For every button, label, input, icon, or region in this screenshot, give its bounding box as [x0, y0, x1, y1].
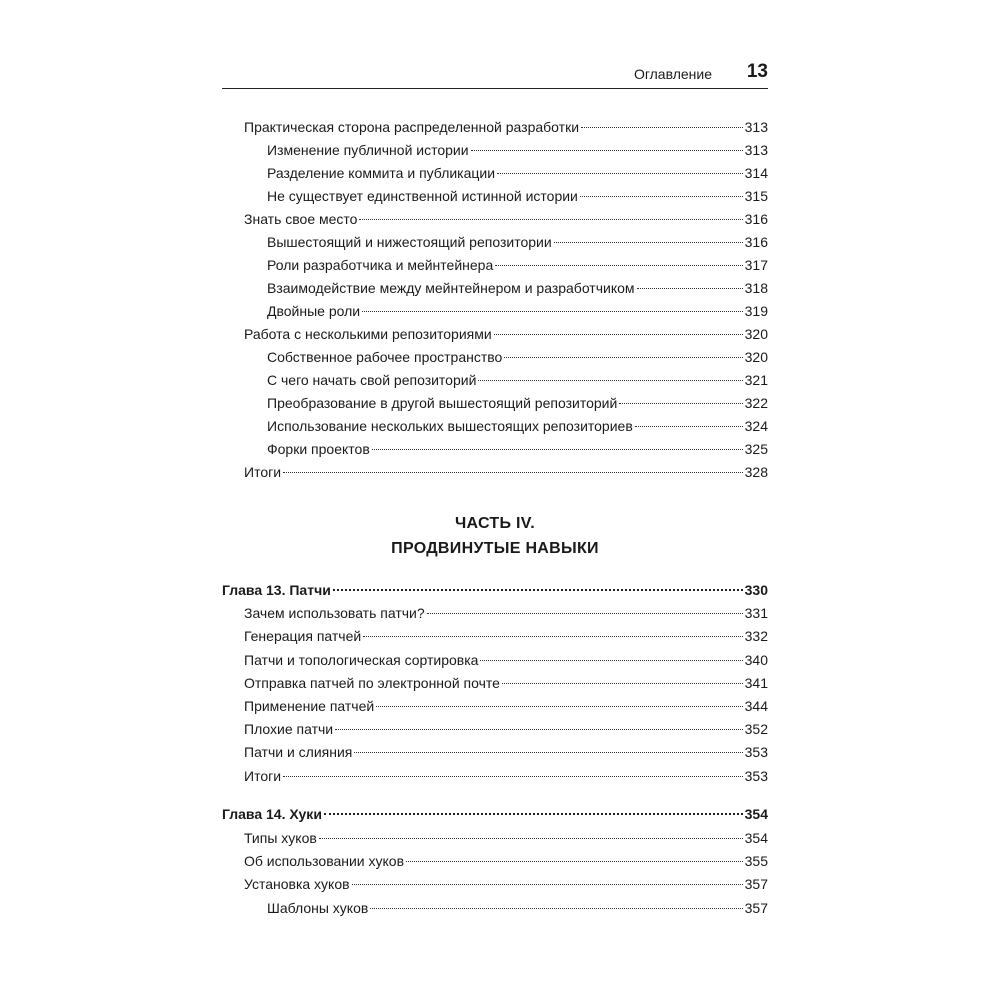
chapter-page: 354 [744, 806, 768, 822]
toc-entry [267, 163, 768, 183]
toc-leader-dots [352, 884, 743, 885]
toc-entry [267, 232, 768, 252]
toc-entry [244, 462, 768, 482]
toc-entry-page: 353 [744, 744, 768, 760]
toc-entry-page: 355 [744, 853, 768, 869]
toc-entry [244, 209, 768, 229]
toc-entry-page: 322 [744, 395, 768, 411]
chapter-title: Глава 13. Патчи [222, 582, 331, 598]
toc-entry-title: Практическая сторона распределенной разработки [244, 119, 580, 135]
toc-entry-title: Установка хуков [244, 876, 350, 892]
header-section-title: Оглавление [633, 66, 712, 82]
toc-entry-title: Итоги [244, 464, 282, 480]
toc-entry-page: 319 [744, 303, 768, 319]
toc-leader-dots [504, 357, 742, 358]
toc-leader-dots [554, 242, 743, 243]
toc-entry-page: 313 [744, 142, 768, 158]
toc-entry [267, 347, 768, 367]
toc-entry-title: Использование нескольких вышестоящих репозиториев [267, 418, 633, 434]
toc-entry-page: 315 [744, 188, 768, 204]
toc-entry [267, 393, 768, 413]
toc-leader-dots [581, 127, 743, 128]
toc-entry [267, 416, 768, 436]
toc-leader-dots [283, 472, 743, 473]
toc-chapter-14 [222, 804, 768, 824]
toc-entry [244, 874, 768, 894]
toc-entry-title: С чего начать свой репозиторий [267, 372, 477, 388]
toc-leader-dots [363, 636, 742, 637]
toc-entry [244, 828, 768, 848]
toc-entry-title: Патчи и слияния [244, 744, 353, 760]
toc-leader-dots [370, 908, 742, 909]
toc-leader-dots [324, 813, 743, 815]
running-header [222, 58, 768, 89]
toc-entry [244, 626, 768, 646]
toc-entry-page: 328 [744, 464, 768, 480]
toc-entry-page: 352 [744, 721, 768, 737]
toc-leader-dots [359, 219, 742, 220]
toc-entry-title: Применение патчей [244, 698, 375, 714]
toc-entry-title: Плохие патчи [244, 721, 334, 737]
toc-entry [244, 851, 768, 871]
toc-leader-dots [362, 311, 743, 312]
chapter-page: 330 [744, 582, 768, 598]
toc-entry [267, 255, 768, 275]
toc-entry [244, 696, 768, 716]
toc-leader-dots [471, 150, 743, 151]
toc-leader-dots [372, 449, 743, 450]
toc-leader-dots [406, 861, 743, 862]
toc-leader-dots [354, 752, 742, 753]
toc-entry-page: 354 [744, 830, 768, 846]
toc-entry-page: 320 [744, 349, 768, 365]
toc-entry [244, 742, 768, 762]
toc-leader-dots [427, 613, 743, 614]
toc-entry-page: 316 [744, 234, 768, 250]
toc-entry-page: 325 [744, 441, 768, 457]
toc-entry-page: 341 [744, 675, 768, 691]
toc-entry-page: 340 [744, 652, 768, 668]
toc-entry [244, 673, 768, 693]
toc-leader-dots [335, 729, 743, 730]
toc-entry [267, 140, 768, 160]
toc-entry-title: Итоги [244, 768, 282, 784]
toc-entry-title: Об использовании хуков [244, 853, 405, 869]
toc-entry-title: Отправка патчей по электронной почте [244, 675, 500, 691]
part-heading-line1: ЧАСТЬ IV. [454, 515, 536, 532]
toc-leader-dots [480, 660, 742, 661]
toc-entry-title: Изменение публичной истории [267, 142, 469, 158]
toc-entry [244, 603, 768, 623]
toc-entry [244, 719, 768, 739]
toc-entry-title: Зачем использовать патчи? [244, 605, 425, 621]
toc-leader-dots [635, 426, 743, 427]
toc-entry-page: 318 [744, 280, 768, 296]
toc-entry-page: 357 [744, 900, 768, 916]
toc-entry-title: Собственное рабочее пространство [267, 349, 503, 365]
toc-entry-page: 316 [744, 211, 768, 227]
toc-entry-page: 313 [744, 119, 768, 135]
toc-entry-title: Преобразование в другой вышестоящий репозиторий [267, 395, 618, 411]
toc-entry-title: Форки проектов [267, 441, 370, 457]
toc-entry-title: Разделение коммита и публикации [267, 165, 496, 181]
toc-entry-title: Шаблоны хуков [267, 900, 369, 916]
toc-leader-dots [619, 403, 742, 404]
chapter-title: Глава 14. Хуки [222, 806, 322, 822]
toc-entry-page: 320 [744, 326, 768, 342]
toc-entry-title: Типы хуков [244, 830, 317, 846]
toc-leader-dots [283, 776, 743, 777]
toc-leader-dots [497, 173, 743, 174]
toc-entry-title: Не существует единственной истинной истории [267, 188, 578, 204]
toc-leader-dots [478, 380, 742, 381]
toc-entry [267, 186, 768, 206]
toc-entry-page: 321 [744, 372, 768, 388]
toc-leader-dots [637, 288, 743, 289]
toc-entry [244, 766, 768, 786]
toc-entry-title: Патчи и топологическая сортировка [244, 652, 479, 668]
toc-entry [267, 301, 768, 321]
toc-entry-page: 331 [744, 605, 768, 621]
toc-entry-page: 314 [744, 165, 768, 181]
toc-entry-title: Знать свое место [244, 211, 358, 227]
header-page-number: 13 [746, 61, 768, 82]
toc-chapter-13 [222, 580, 768, 600]
toc-entry [267, 439, 768, 459]
toc-entry [244, 117, 768, 137]
toc-entry-page: 357 [744, 876, 768, 892]
toc-leader-dots [376, 706, 742, 707]
toc-entry [267, 898, 768, 918]
toc-entry-title: Вышестоящий и нижестоящий репозитории [267, 234, 552, 250]
toc-entry-page: 317 [744, 257, 768, 273]
toc-entry [244, 650, 768, 670]
toc-entry-title: Двойные роли [267, 303, 361, 319]
part-heading-line2: ПРОДВИНУТЫЕ НАВЫКИ [391, 540, 599, 557]
toc-entry-page: 344 [744, 698, 768, 714]
toc-entry [267, 278, 768, 298]
toc-leader-dots [502, 683, 743, 684]
toc-entry-title: Взаимодействие между мейнтейнером и разработчиком [267, 280, 635, 296]
toc-leader-dots [580, 196, 743, 197]
toc-leader-dots [319, 838, 743, 839]
toc-entry-title: Работа с несколькими репозиториями [244, 326, 492, 342]
toc-entry-page: 332 [744, 628, 768, 644]
toc-entry [267, 370, 768, 390]
toc-entry-title: Генерация патчей [244, 628, 362, 644]
toc-entry-page: 324 [744, 418, 768, 434]
toc-entry-page: 353 [744, 768, 768, 784]
toc-entry [244, 324, 768, 344]
toc-entry-title: Роли разработчика и мейнтейнера [267, 257, 494, 273]
toc-leader-dots [333, 589, 743, 591]
toc-leader-dots [495, 265, 742, 266]
toc-leader-dots [494, 334, 743, 335]
